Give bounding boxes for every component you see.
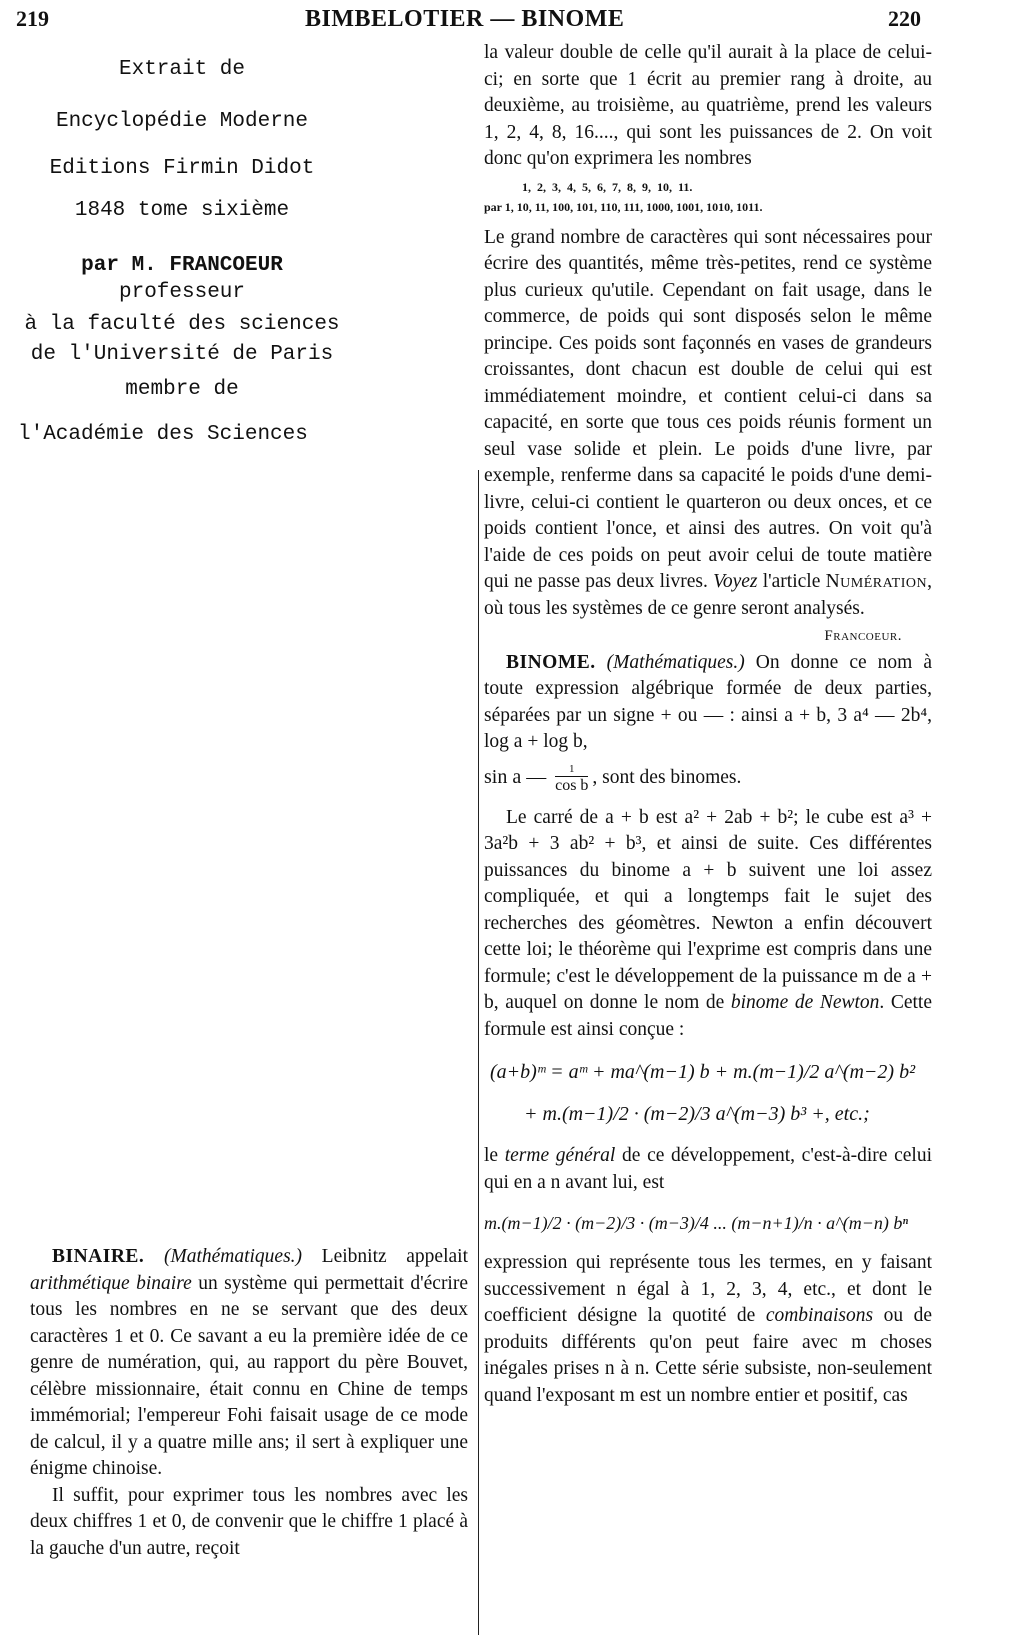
- combinaisons-text-a: expression qui représente tous les termes, en y faisant successivement n égal à 1, 2, 3, 4, etc., et dont le coefficient désigne la quotité de: [484, 1252, 932, 1326]
- number-row-decimal: 1, 2, 3, 4, 5, 6, 7, 8, 9, 10, 11.: [522, 179, 693, 194]
- weights-text-b: l'article: [757, 571, 826, 592]
- stamp-line-9: membre de: [125, 378, 239, 401]
- binome-sin-example: [484, 762, 932, 795]
- fraction-cos-b: [555, 762, 588, 795]
- page-number-right: 220: [888, 6, 921, 31]
- sin-expression: sin a —: [484, 765, 547, 788]
- stamp-line-2: Encyclopédie Moderne: [55, 110, 309, 133]
- binaire-weights-paragraph: [484, 225, 932, 623]
- weights-text-c: , où tous les systèmes de ce genre seront analysés.: [484, 571, 932, 619]
- binaire-heading: BINAIRE.: [52, 1246, 145, 1267]
- weights-text-a: Le grand nombre de caractères qui sont nécessaires pour écrire des quantités, même très-petites, rend ce système plus curieux qu'utile. Cependant on fait usage, dans le commerce, de poids qui sont disposés selon le même principe. Ces poids sont façonnés en vases de grandeurs croissantes, dont chacun est double de celui qui est immédiatement moindre, et contient celui-ci dans sa capacité, en sorte que tous ces poids réunis forment un seul vase solide et plein. Le poids d'une livre, par exemple, renferme dans sa capacité le poids d'une demi-livre, celui-ci contient le quarteron ou deux onces, et ce poids contient l'once, et ainsi des autres. On voit qu'à l'aide de ces poids on peut avoir celui de toute matière qui ne passe pas deux livres.: [484, 226, 932, 592]
- stamp-line-7: à la faculté des sciences: [24, 313, 340, 336]
- terme-general-term: terme général: [504, 1145, 616, 1166]
- number-row-binary: par 1, 10, 11, 100, 101, 110, 111, 1000, 1001, 1010, 1011.: [484, 199, 763, 214]
- binome-newton-paragraph: [484, 805, 932, 1044]
- page-title: BIMBELOTIER — BINOME: [305, 6, 625, 32]
- formula-line-1: (a+b)ᵐ = aᵐ + ma^(m−1) b + m.(m−1)/2 a^(m−2) b²: [490, 1061, 916, 1083]
- stamp-line-6: professeur: [118, 281, 246, 304]
- binaire-article: [30, 1244, 468, 1483]
- stamp-line-5: par M. FRANCOEUR: [81, 254, 283, 277]
- terme-general-paragraph: [484, 1143, 932, 1196]
- voyez-text: Voyez: [713, 571, 758, 592]
- newton-text-end: . Cette formule est ainsi conçue :: [484, 992, 932, 1040]
- combinaisons-text-b: ou de produits différents qu'on peut faire avec m choses inégales prises n à n. Cette série subsiste, non-seulement quand l'exposant m est un nombre entier et positif, cas: [484, 1305, 933, 1406]
- combinaisons-term: combinaisons: [765, 1305, 874, 1326]
- stamp-line-4: 1848 tome sixième: [74, 199, 290, 222]
- stamp-line-10: l'Académie des Sciences: [18, 423, 308, 446]
- page-number-left: 219: [16, 6, 49, 31]
- terme-text-a: le: [484, 1145, 505, 1166]
- binome-de-newton-term: binome de Newton: [730, 992, 880, 1013]
- sin-expression-end: , sont des binomes.: [592, 766, 742, 788]
- fraction-denominator: cos b: [555, 776, 589, 794]
- formula-line-3: m.(m−1)/2 · (m−2)/3 · (m−3)/4 ... (m−n+1)/n · a^(m−n) bⁿ: [484, 1213, 909, 1233]
- stamp-line-1: Extrait de: [118, 58, 246, 81]
- binome-heading: BINOME.: [506, 651, 596, 673]
- binaire-term: arithmétique binaire: [30, 1272, 192, 1294]
- binaire-continuation: la valeur double de celle qu'il aurait à la place de celui-ci; en sorte que 1 écrit au premier rang à droite, au deuxième, au troisième, au quatrième, prend les valeurs 1, 2, 4, 8, 16...., qui sont les puissances de 2. On voit donc qu'on exprimera les nombres: [484, 42, 932, 169]
- signature-francoeur: Francoeur.: [824, 628, 902, 644]
- left-column: [30, 1244, 468, 1562]
- right-column: [484, 40, 932, 1409]
- formula-line-2: + m.(m−1)/2 · (m−2)/3 a^(m−3) b³ +, etc.;: [524, 1103, 870, 1125]
- numeration-reference: Numération: [825, 571, 928, 592]
- binaire-paragraph-2: Il suffit, pour exprimer tous les nombres avec les deux chiffres 1 et 0, de convenir que le chiffre 1 placé à la gauche d'un autre, reçoit: [30, 1484, 468, 1559]
- binaire-subject: (Mathématiques.): [163, 1246, 303, 1267]
- newton-text: Le carré de a + b est a² + 2ab + b²; le cube est a³ + 3a²b + 3 ab² + b³, et ainsi de suite. Ces différentes puissances du binome a + b suivent une loi assez compliquée, et qui a longtemps fait le sujet des recherches des géomètres. Newton a enfin découvert cette loi; le théorème qui l'exprime est compris dans une formule; c'est le développement de la puissance m de a + b, auquel on donne le nom de: [484, 806, 932, 1013]
- signature: [484, 622, 932, 650]
- fraction-numerator: 1: [555, 762, 588, 777]
- binome-text: On donne ce nom à toute expression algébrique formée de deux parties, séparées par un signe + ou — : ainsi a + b, 3 a⁴ — 2b⁴, log a + log b,: [484, 651, 933, 752]
- binome-article: [484, 650, 932, 756]
- terme-text-b: de ce développement, c'est-à-dire celui qui en a n avant lui, est: [484, 1145, 933, 1193]
- binaire-text-a: Leibnitz appelait: [302, 1246, 469, 1267]
- binome-subject: (Mathématiques.): [606, 651, 745, 673]
- column-divider: [478, 470, 479, 1635]
- stamp-line-8: de l'Université de Paris: [30, 343, 334, 366]
- combinaisons-paragraph: [484, 1250, 932, 1409]
- stamp-line-3: Editions Firmin Didot: [49, 157, 315, 180]
- binaire-text-b: un système qui permettait d'écrire tous les nombres en ne se servant que des deux caractères 1 et 0. Ce savant a eu la première idée de ce genre de numération, qui, au rapport du père Bouvet, célèbre missionnaire, était connu en Chine de temps immémorial; l'empereur Fohi faisait usage de ce mode de calcul, il y a quatre mille ans; il sert à expliquer une énigme chinoise.: [30, 1272, 468, 1479]
